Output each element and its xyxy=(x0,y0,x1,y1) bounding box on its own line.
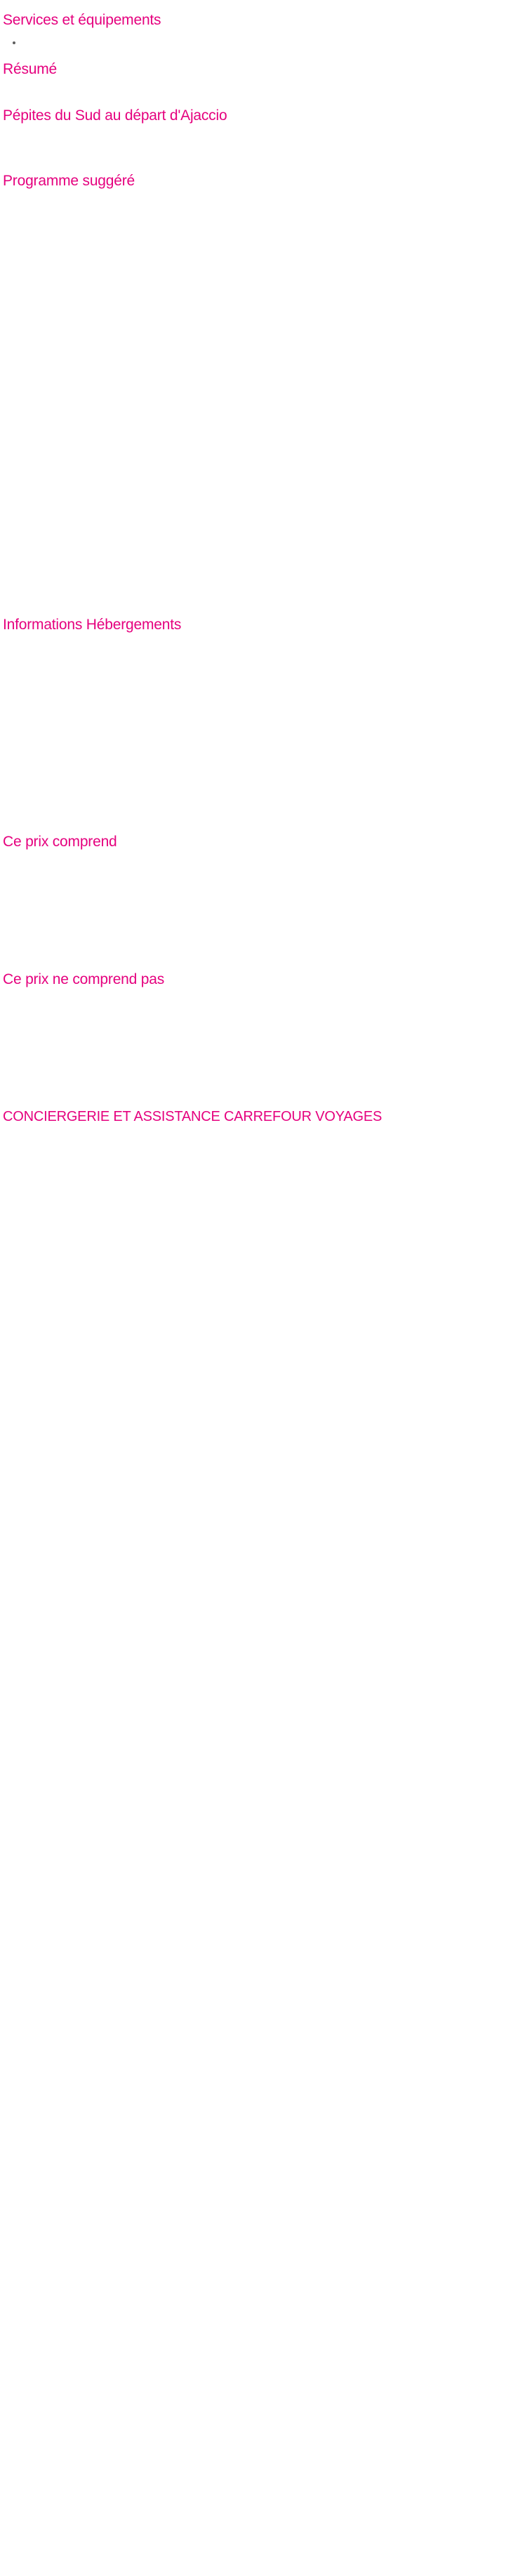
prix-ne-comprend-pas-line xyxy=(3,1051,529,1060)
programme-day xyxy=(3,423,529,467)
day-title xyxy=(3,268,529,277)
day-night xyxy=(3,249,529,259)
prix-ne-comprend-pas-line xyxy=(3,996,529,1006)
prix-ne-comprend-pas-title: Ce prix ne comprend pas xyxy=(3,971,165,988)
conciergerie-title: CONCIERGERIE ET ASSISTANCE CARREFOUR VOYAGES xyxy=(3,1109,383,1125)
hotel-name xyxy=(3,646,529,656)
summary-text xyxy=(3,86,529,96)
programme-day xyxy=(3,579,529,605)
hotel-name xyxy=(3,718,529,728)
programme-intro xyxy=(3,197,529,207)
programme-title: Programme suggéré xyxy=(3,172,135,189)
conciergerie-paragraph xyxy=(3,1188,529,1197)
hebergements-title: Informations Hébergements xyxy=(3,617,182,633)
day-title xyxy=(3,423,529,433)
hotel-line xyxy=(3,680,529,690)
prix-ne-comprend-pas-line xyxy=(3,1014,529,1024)
day-title xyxy=(3,475,529,485)
day-body xyxy=(3,231,529,241)
prix-comprend-title: Ce prix comprend xyxy=(3,833,117,850)
services-list xyxy=(3,37,529,48)
programme-day xyxy=(3,527,529,571)
summary-title: Résumé xyxy=(3,60,57,77)
day-body xyxy=(3,543,529,553)
prix-ne-comprend-pas-line xyxy=(3,1087,529,1097)
conciergerie-paragraph xyxy=(3,1169,529,1179)
hotel-line xyxy=(3,662,529,671)
day-body xyxy=(3,595,529,605)
hotel-line xyxy=(3,733,529,743)
day-night xyxy=(3,509,529,519)
day-title xyxy=(3,216,529,225)
day-title xyxy=(3,527,529,537)
hotel-line xyxy=(3,751,529,761)
day-night xyxy=(3,457,529,467)
day-night xyxy=(3,561,529,571)
conciergerie-paragraph xyxy=(3,1151,529,1161)
day-title xyxy=(3,320,529,329)
day-body xyxy=(3,491,529,501)
prix-comprend-line xyxy=(3,895,529,905)
prix-ne-comprend-pas-line xyxy=(3,1032,529,1042)
day-title xyxy=(3,372,529,381)
day-body xyxy=(3,387,529,397)
programme-day xyxy=(3,372,529,415)
day-body xyxy=(3,439,529,449)
prix-comprend-line xyxy=(3,949,529,959)
day-night xyxy=(3,353,529,363)
prix-comprend-line xyxy=(3,858,529,868)
day-night xyxy=(3,301,529,311)
pepites-paragraph xyxy=(3,151,529,161)
programme-day xyxy=(3,216,529,259)
day-body xyxy=(3,283,529,293)
services-title: Services et équipements xyxy=(3,12,161,28)
pepites-title: Pépites du Sud au départ d'Ajaccio xyxy=(3,107,227,124)
prix-comprend-line xyxy=(3,876,529,886)
programme-day xyxy=(3,475,529,519)
pepites-paragraph xyxy=(3,133,529,143)
programme-day xyxy=(3,320,529,363)
day-night xyxy=(3,405,529,415)
prix-comprend-line xyxy=(3,913,529,923)
services-item xyxy=(22,37,529,48)
prix-ne-comprend-pas-line xyxy=(3,1069,529,1079)
day-body xyxy=(3,335,529,345)
day-title xyxy=(3,579,529,589)
spacer xyxy=(3,788,529,822)
programme-day xyxy=(3,268,529,311)
hotel-line xyxy=(3,698,529,708)
prix-comprend-line xyxy=(3,931,529,941)
conciergerie-paragraph xyxy=(3,1133,529,1143)
document-page xyxy=(0,10,532,1223)
hotel-line xyxy=(3,770,529,780)
